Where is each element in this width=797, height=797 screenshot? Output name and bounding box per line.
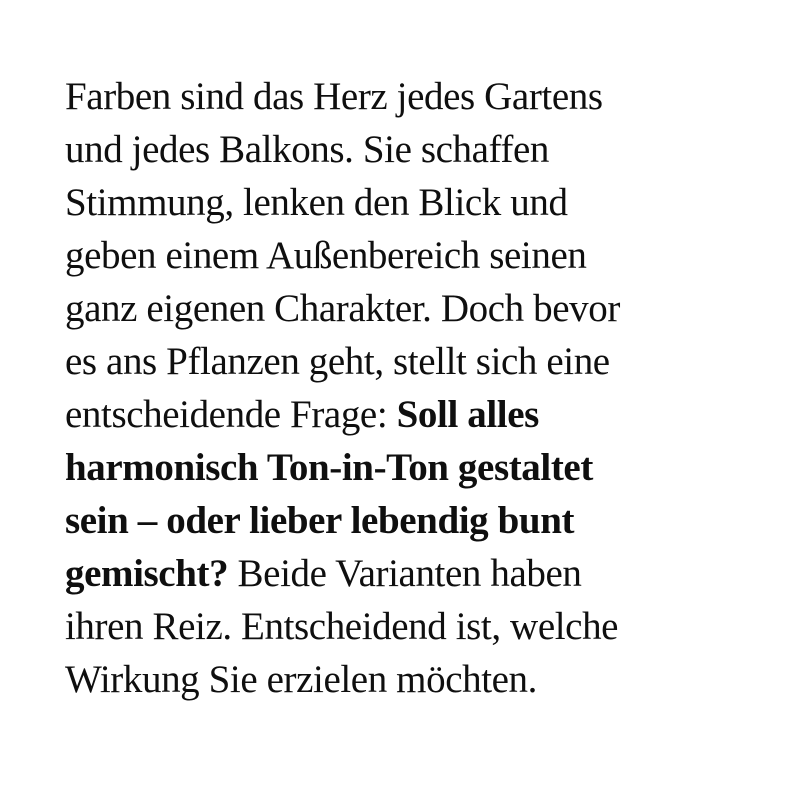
text-run: entscheidende Frage: — [65, 393, 397, 436]
text-line — [65, 653, 737, 706]
text-line — [65, 388, 737, 441]
bold-text-run: harmonisch Ton-in-Ton gestaltet — [65, 446, 593, 489]
bold-text-run: gemischt? — [65, 552, 229, 595]
text-line — [65, 600, 737, 653]
text-line — [65, 70, 737, 123]
text-run: geben einem Außenbereich seinen — [65, 234, 587, 277]
text-line — [65, 494, 737, 547]
text-line — [65, 123, 737, 176]
text-line — [65, 441, 737, 494]
text-run: es ans Pflanzen geht, stellt sich eine — [65, 340, 610, 383]
text-run: Wirkung Sie erzielen möchten. — [65, 658, 537, 701]
text-line — [65, 176, 737, 229]
text-line — [65, 335, 737, 388]
text-line — [65, 229, 737, 282]
text-line — [65, 282, 737, 335]
text-run: Farben sind das Herz jedes Gartens — [65, 75, 603, 118]
text-run: Beide Varianten haben — [228, 552, 582, 595]
text-line — [65, 547, 737, 600]
bold-text-run: sein – oder lieber lebendig bunt — [65, 499, 575, 542]
text-run: Stimmung, lenken den Blick und — [65, 181, 568, 224]
text-run: und jedes Balkons. Sie schaffen — [65, 128, 550, 171]
paragraph — [65, 70, 737, 706]
bold-text-run: Soll alles — [396, 393, 539, 436]
text-run: ganz eigenen Charakter. Doch bevor — [65, 287, 620, 330]
text-run: ihren Reiz. Entscheidend ist, welche — [65, 605, 619, 648]
